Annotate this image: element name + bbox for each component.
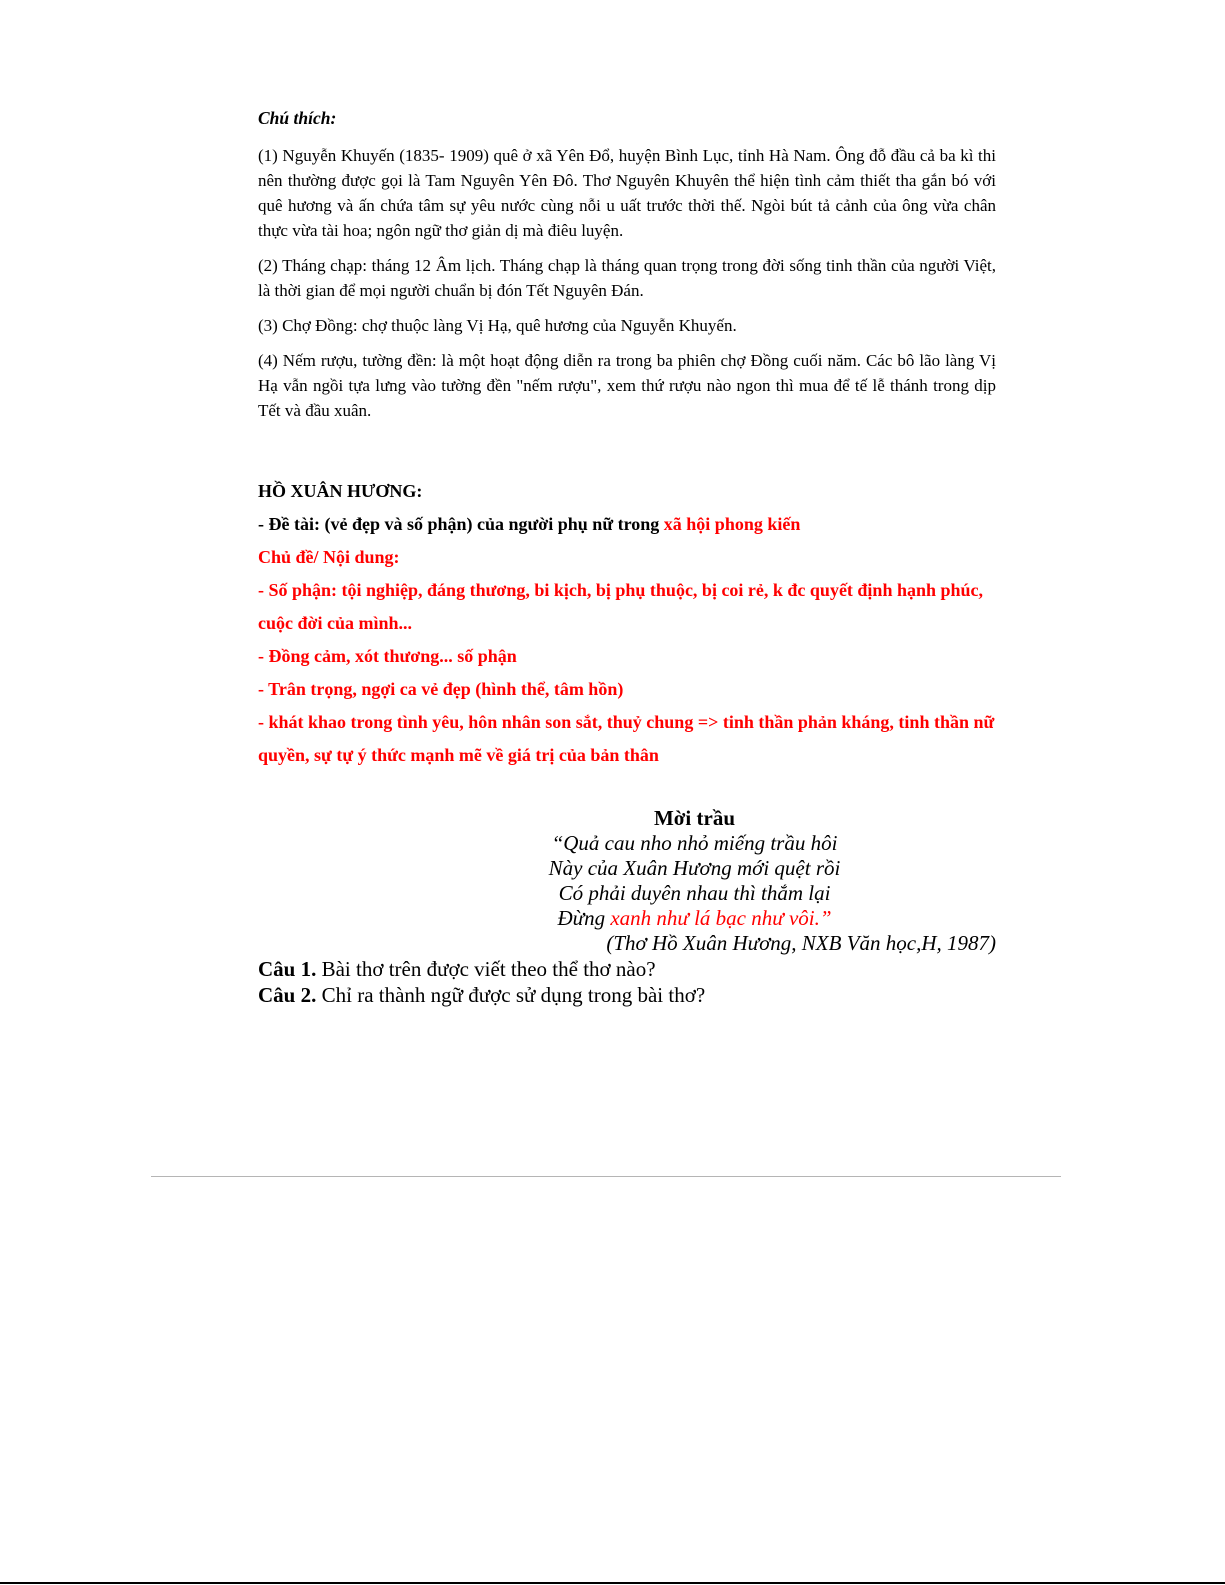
page-divider	[151, 1176, 1061, 1177]
theme-point-4: - khát khao trong tình yêu, hôn nhân son sắt, thuỷ chung => tinh thần phản kháng, tinh thần nữ quyền, sự tự ý thức mạnh mẽ về giá trị của bản thân	[258, 712, 995, 765]
theme-point-2: - Đồng cảm, xót thương... số phận	[258, 646, 517, 666]
theme-point-3: - Trân trọng, ngợi ca vẻ đẹp (hình thể, tâm hồn)	[258, 679, 624, 699]
author-section	[258, 475, 996, 772]
theme-point-1: - Số phận: tội nghiệp, đáng thương, bi kịch, bị phụ thuộc, bị coi rẻ, k đc quyết định hạnh phúc, cuộc đời của mình...	[258, 580, 984, 633]
topic-line	[258, 508, 996, 541]
question-2-label: Câu 2.	[258, 983, 317, 1007]
poem-section	[258, 805, 996, 1008]
note-item-3: (3) Chợ Đồng: chợ thuộc làng Vị Hạ, quê hương của Nguyễn Khuyến.	[258, 316, 737, 335]
note-item-1: (1) Nguyễn Khuyến (1835- 1909) quê ở xã Yên Đổ, huyện Bình Lục, tỉnh Hà Nam. Ông đỗ đầu cả ba kì thi nên thường được gọi là Tam Nguyên Yên Đô. Thơ Nguyên Khuyên thể hiện tình cảm thiết tha gắn bó với quê hương và ấn chứa tâm sự yêu nước cùng nỗi u uất trước thời thế. Ngòi bút tả cảnh của ông vừa chân thực vừa tài hoa; ngôn ngữ thơ giản dị mà điêu luyện.	[258, 146, 996, 240]
poem-line-2: Này của Xuân Hương mới quệt rồi	[548, 856, 841, 880]
topic-highlight: xã hội phong kiến	[663, 514, 801, 534]
topic-prefix: - Đề tài: (vẻ đẹp và số phận) của người phụ nữ trong	[258, 514, 664, 534]
notes-title: Chú thích:	[258, 108, 337, 128]
poem-line-4	[258, 906, 996, 931]
page-bottom-border	[0, 1582, 1225, 1584]
notes-section	[258, 108, 996, 423]
poem-line-4-prefix: Đừng	[557, 906, 611, 930]
note-item-2: (2) Tháng chạp: tháng 12 Âm lịch. Tháng chạp là tháng quan trọng trong đời sống tinh thần của người Việt, là thời gian để mọi người chuẩn bị đón Tết Nguyên Đán.	[258, 256, 996, 300]
question-1-label: Câu 1.	[258, 957, 317, 981]
poem-title: Mời trầu	[653, 806, 736, 830]
theme-heading: Chủ đề/ Nội dung:	[258, 547, 400, 567]
poem-line-3: Có phải duyên nhau thì thắm lại	[558, 881, 831, 905]
question-2-text: Chỉ ra thành ngữ được sử dụng trong bài thơ?	[316, 983, 706, 1007]
page-content	[258, 108, 996, 1008]
question-2	[258, 982, 996, 1008]
question-1	[258, 956, 996, 982]
question-1-text: Bài thơ trên được viết theo thể thơ nào?	[316, 957, 656, 981]
poem-source: (Thơ Hồ Xuân Hương, NXB Văn học,H, 1987)	[606, 931, 996, 955]
poem-line-1: “Quả cau nho nhỏ miếng trầu hôi	[551, 831, 838, 855]
author-heading: HỒ XUÂN HƯƠNG:	[258, 481, 423, 501]
poem-line-4-highlight: xanh như lá bạc như vôi.”	[610, 906, 832, 930]
note-item-4: (4) Nếm rượu, tường đền: là một hoạt động diễn ra trong ba phiên chợ Đồng cuối năm. Các bô lão làng Vị Hạ vẫn ngồi tựa lưng vào tường đền "nếm rượu", xem thứ rượu nào ngon thì mua để tế lễ thánh trong dịp Tết và đầu xuân.	[258, 351, 996, 420]
